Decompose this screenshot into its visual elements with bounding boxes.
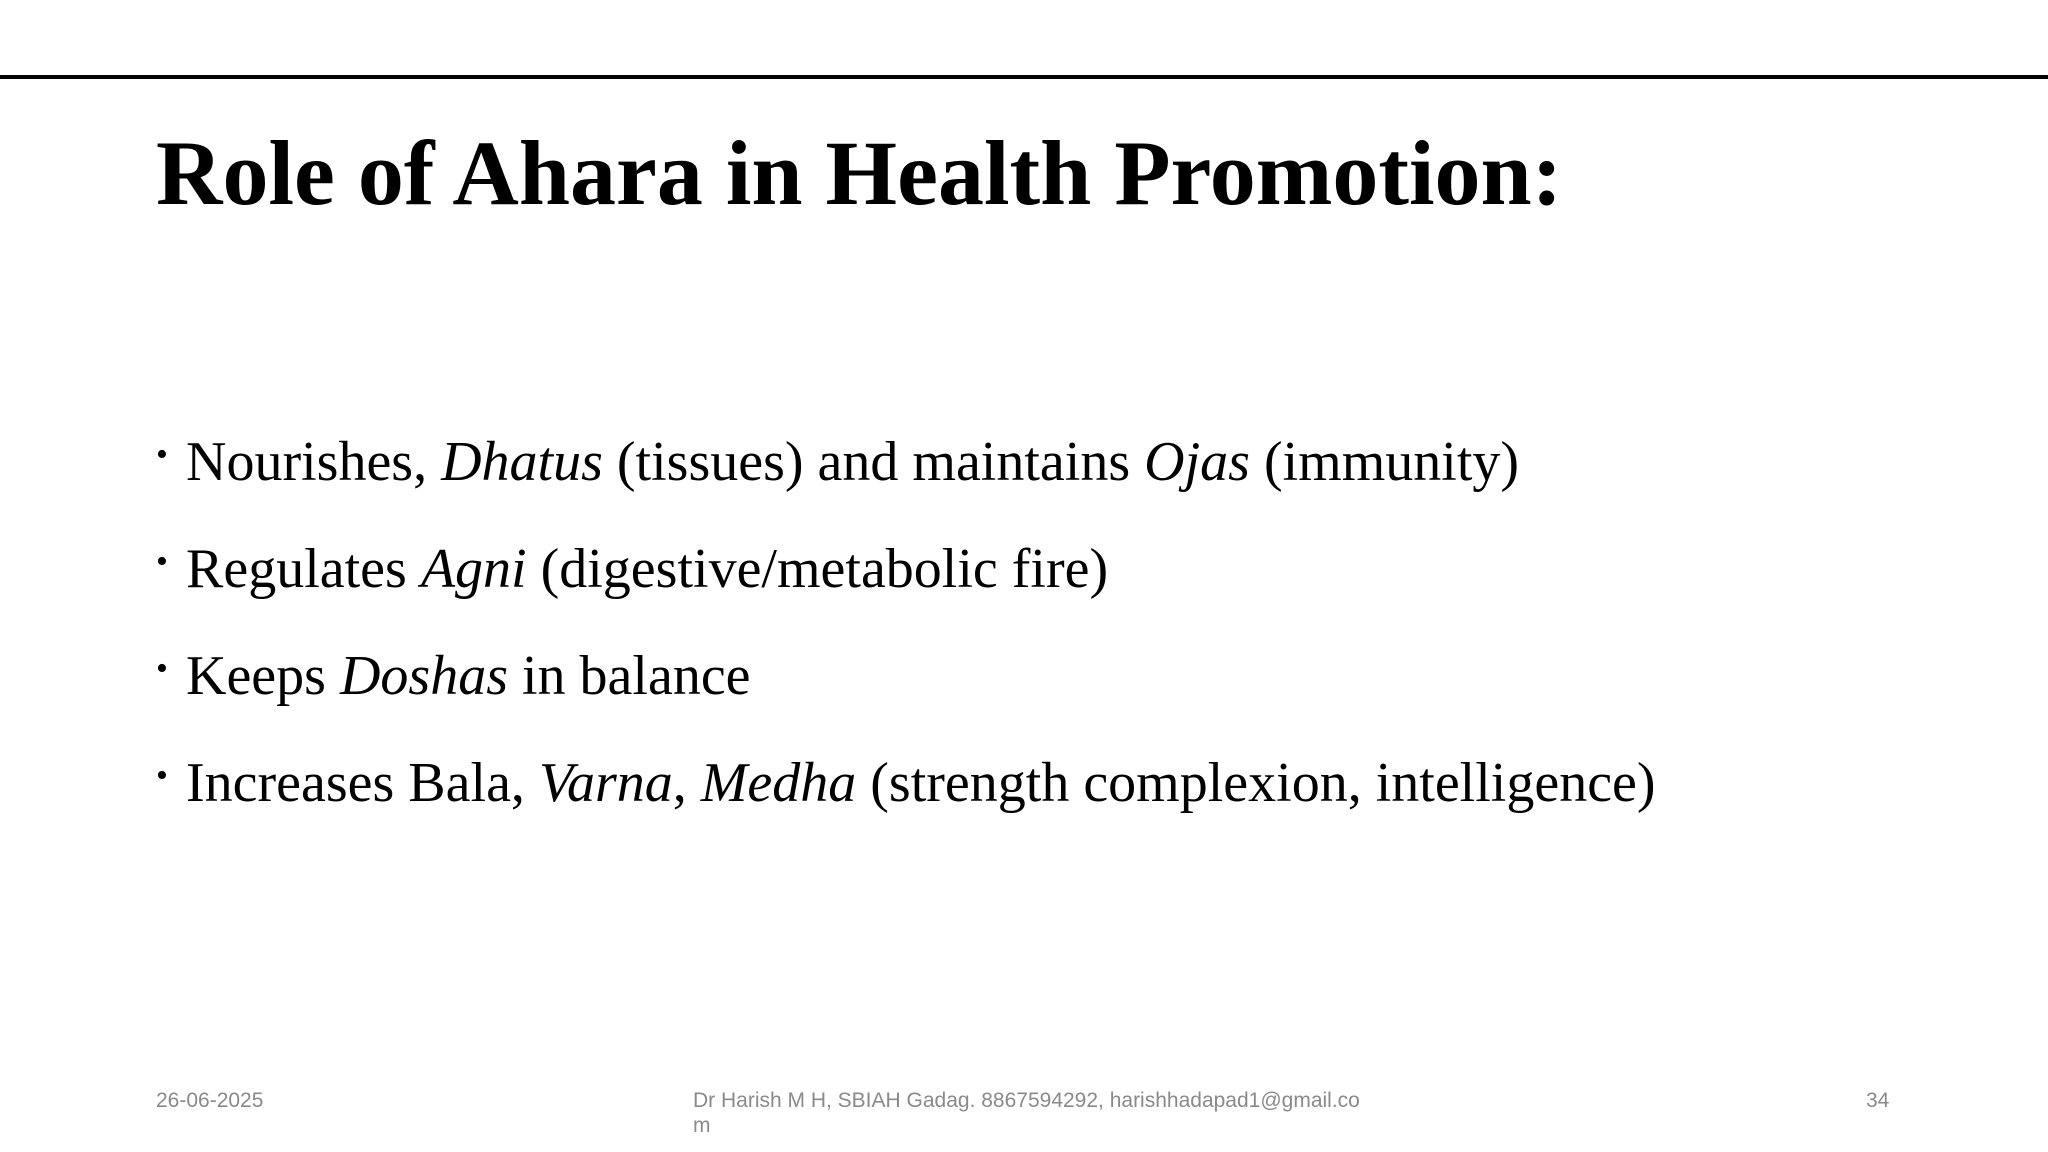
bullet-run: , (672, 752, 701, 814)
bullet-term: Doshas (339, 645, 508, 707)
footer-page-number: 34 (1866, 1089, 1890, 1112)
bullet-run: (strength complexion, intelligence) (856, 752, 1656, 814)
bullet-run: Increases Bala, (186, 752, 539, 814)
bullet-item (156, 425, 1656, 532)
header-rule (0, 75, 2048, 79)
bullet-list (156, 425, 1656, 853)
bullet-text (186, 645, 751, 707)
bullet-term: Varna (538, 752, 673, 814)
bullet-icon: • (156, 757, 168, 794)
bullet-item (156, 639, 1656, 746)
footer-author: Dr Harish M H, SBIAH Gadag. 8867594292, harishhadapad1@gmail.com (693, 1089, 1360, 1137)
bullet-text (186, 538, 1108, 600)
bullet-icon: • (156, 543, 168, 580)
bullet-term: Dhatus (441, 431, 603, 493)
bullet-run: Keeps (186, 645, 340, 707)
bullet-text (186, 752, 1656, 814)
bullet-term: Agni (420, 538, 527, 600)
bullet-item (156, 746, 1656, 853)
bullet-term: Ojas (1144, 431, 1250, 493)
slide-title: Role of Ahara in Health Promotion: (156, 122, 1563, 224)
bullet-item (156, 532, 1656, 639)
bullet-text (186, 431, 1519, 493)
bullet-icon: • (156, 436, 168, 473)
bullet-term: Medha (700, 752, 857, 814)
bullet-run: (immunity) (1249, 431, 1520, 493)
bullet-run: (digestive/metabolic fire) (526, 538, 1109, 600)
bullet-run: in balance (507, 645, 751, 707)
bullet-run: Regulates (186, 538, 421, 600)
bullet-run: Nourishes, (186, 431, 442, 493)
footer-date: 26-06-2025 (156, 1089, 264, 1112)
bullet-icon: • (156, 650, 168, 687)
bullet-run: (tissues) and maintains (602, 431, 1145, 493)
